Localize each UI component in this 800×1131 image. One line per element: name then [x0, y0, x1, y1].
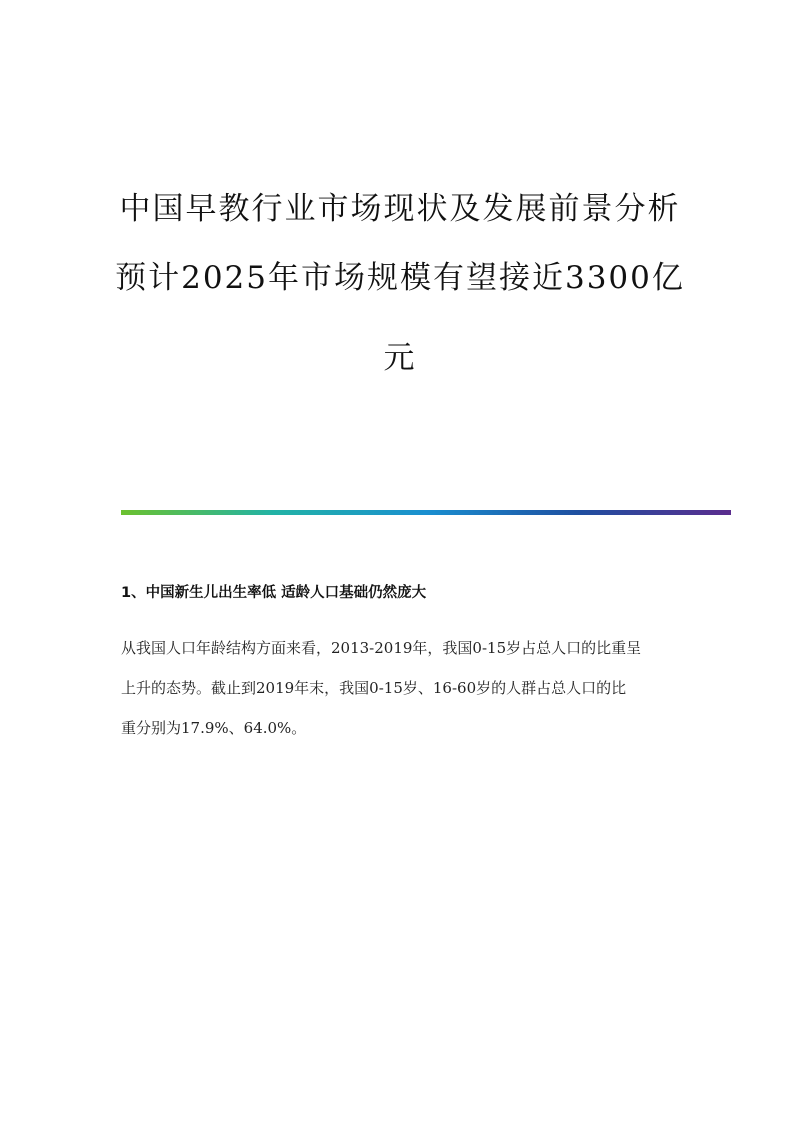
body-line-2: 上升的态势。截止到2019年末，我国0-15岁、16-60岁的人群占总人口的比	[121, 679, 627, 697]
body-paragraph	[121, 628, 681, 748]
document-title	[100, 178, 700, 380]
section-heading: 1、中国新生儿出生率低 适龄人口基础仍然庞大	[121, 585, 427, 601]
title-line-3: 元	[383, 340, 417, 376]
gradient-divider	[121, 510, 731, 515]
body-line-3: 重分别为17.9%、64.0%。	[121, 719, 307, 737]
title-line-2: 预计2025年市场规模有望接近3300亿	[115, 260, 685, 296]
title-line-1: 中国早教行业市场现状及发展前景分析	[119, 191, 681, 227]
body-line-1: 从我国人口年龄结构方面来看，2013-2019年，我国0-15岁占总人口的比重呈	[121, 639, 642, 657]
